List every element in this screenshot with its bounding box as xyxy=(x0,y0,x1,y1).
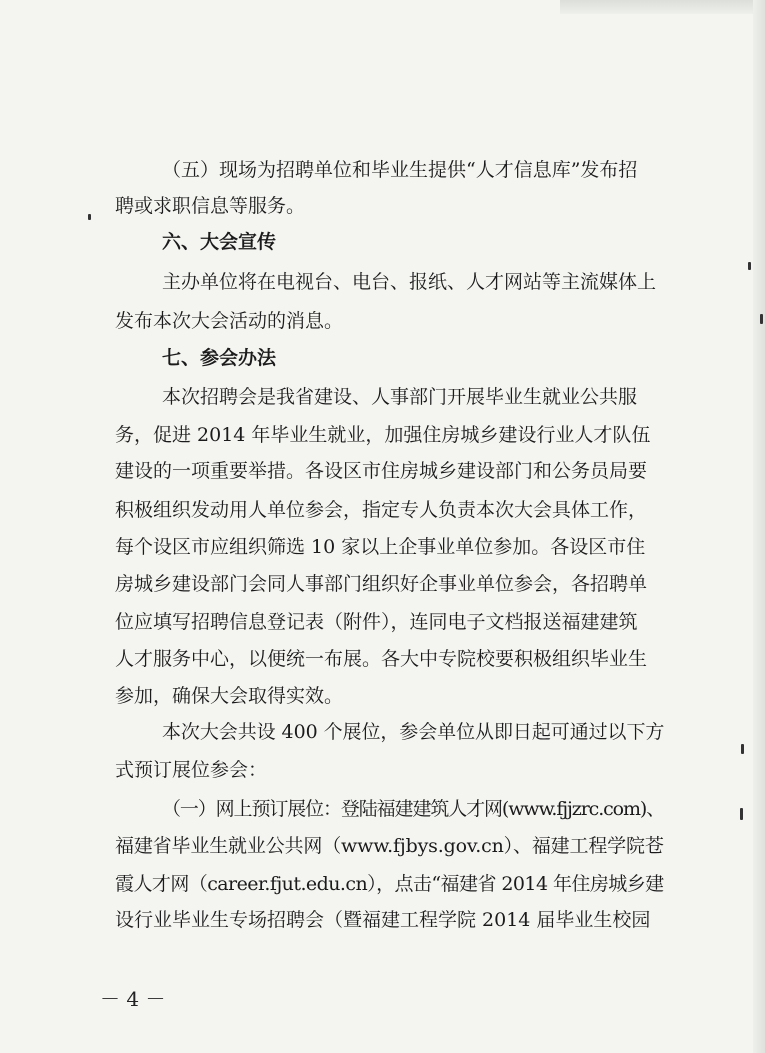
text-line: （五）现场为招聘单位和毕业生提供“人才信息库”发布招 xyxy=(162,159,638,181)
text-line: 人才服务中心，以便统一布展。各大中专院校要积极组织毕业生 xyxy=(115,648,648,670)
text-line: 参加，确保大会取得实效。 xyxy=(115,685,344,707)
page-number: － 4 － xyxy=(100,987,166,1011)
section-heading: 六、大会宣传 xyxy=(162,231,277,253)
text-line: 本次大会共设 400 个展位，参会单位从即日起可通过以下方 xyxy=(162,721,665,743)
text-line: 本次招聘会是我省建设、人事部门开展毕业生就业公共服 xyxy=(162,386,638,408)
text-line: 霞人才网（career.fjut.edu.cn），点击“福建省 2014 年住房城乡建 xyxy=(115,873,664,895)
text-line: 务，促进 2014 年毕业生就业，加强住房城乡建设行业人才队伍 xyxy=(115,424,651,446)
text-line: （一）网上预订展位：登陆福建建筑人才网(www.fjjzrc.com)、 xyxy=(162,798,665,820)
text-line: 式预订展位参会： xyxy=(115,759,268,781)
text-line: 位应填写招聘信息登记表（附件），连同电子文档报送福建建筑 xyxy=(115,611,638,633)
text-line: 设行业毕业生专场招聘会（暨福建工程学院 2014 届毕业生校园 xyxy=(115,909,651,931)
scan-speck xyxy=(741,744,744,754)
scan-speck xyxy=(88,214,91,220)
scan-speck xyxy=(748,262,751,270)
text-line: 积极组织发动用人单位参会，指定专人负责本次大会具体工作， xyxy=(115,499,648,521)
text-line: 发布本次大会活动的消息。 xyxy=(115,310,344,332)
section-heading: 七、参会办法 xyxy=(162,347,277,369)
scan-speck xyxy=(760,314,763,324)
text-line: 每个设区市应组织筛选 10 家以上企事业单位参加。各设区市住 xyxy=(115,536,646,558)
text-line: 建设的一项重要举措。各设区市住房城乡建设部门和公务员局要 xyxy=(115,460,648,482)
text-line: 主办单位将在电视台、电台、报纸、人才网站等主流媒体上 xyxy=(162,271,657,293)
text-line: 房城乡建设部门会同人事部门组织好企事业单位参会，各招聘单 xyxy=(115,573,648,595)
text-line: 聘或求职信息等服务。 xyxy=(115,195,306,217)
text-line: 福建省毕业生就业公共网（www.fjbys.gov.cn）、福建工程学院苍 xyxy=(115,835,664,857)
scan-speck xyxy=(740,808,743,820)
